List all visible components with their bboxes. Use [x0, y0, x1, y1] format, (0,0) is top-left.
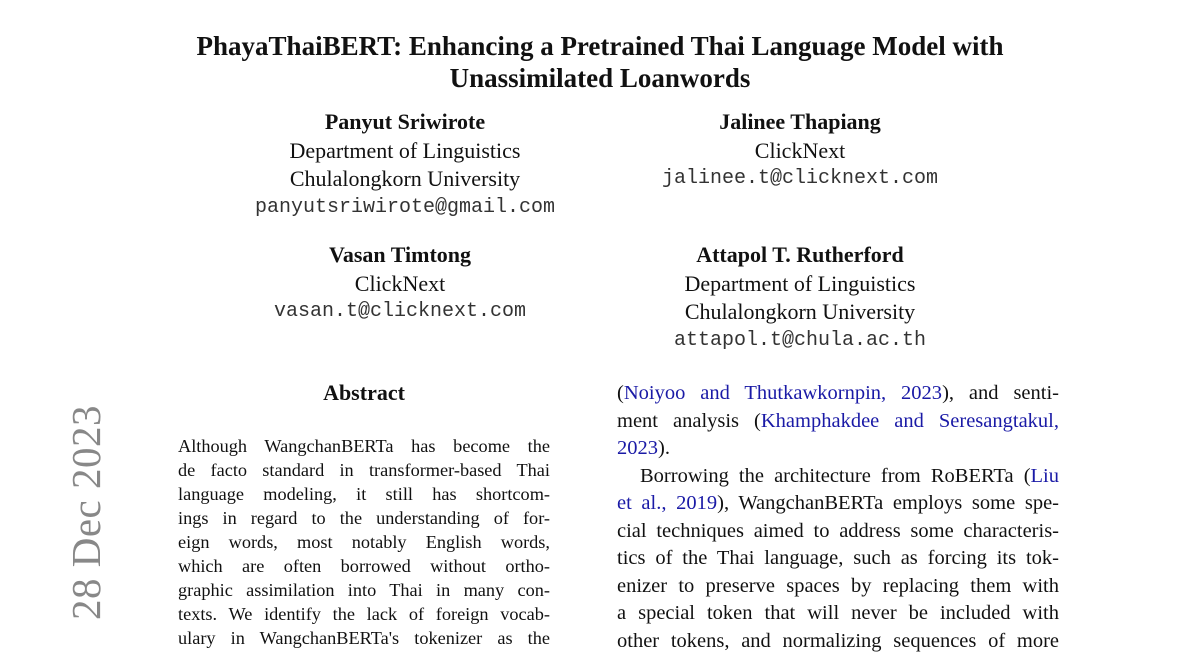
abstract-line: texts. We identify the lack of foreign vocab- [178, 602, 550, 626]
abstract-line: Although WangchanBERTa has become the [178, 434, 550, 458]
author-name: Jalinee Thapiang [615, 108, 985, 137]
abstract-body [178, 434, 550, 650]
body-line: other tokens, and normalizing sequences of more [617, 628, 1059, 655]
abstract-line: which are often borrowed without ortho- [178, 554, 550, 578]
abstract-line: language modeling, it still has shortcom- [178, 482, 550, 506]
author-name: Panyut Sriwirote [220, 108, 590, 137]
title-line-1: PhayaThaiBERT: Enhancing a Pretrained Thai Language Model with [0, 30, 1200, 62]
citation-link[interactable]: et al., 2019 [617, 492, 717, 514]
body-line: (Noiyoo and Thutkawkornpin, 2023), and senti- [617, 380, 1059, 408]
abstract-line: ulary in WangchanBERTa's tokenizer as the [178, 626, 550, 650]
author-email[interactable]: panyutsriwirote@gmail.com [220, 194, 590, 223]
body-line [617, 408, 1059, 436]
abstract-heading: Abstract [178, 380, 550, 406]
author-email[interactable]: attapol.t@chula.ac.th [615, 327, 985, 356]
citation-link[interactable]: Liu [1031, 465, 1059, 487]
body-text: ment analysis ( [617, 410, 761, 432]
author-email[interactable]: vasan.t@clicknext.com [215, 298, 585, 327]
author-block-1 [220, 108, 590, 222]
author-block-4 [615, 241, 985, 355]
arxiv-date-stamp: 28 Dec 2023 [10, 410, 70, 630]
intro-column [617, 380, 1059, 655]
title-line-2: Unassimilated Loanwords [0, 62, 1200, 94]
abstract-line: ings in regard to the understanding of for- [178, 506, 550, 530]
body-line: a special token that will never be included with [617, 600, 1059, 628]
body-line: cial techniques aimed to address some characteris- [617, 518, 1059, 546]
author-affiliation: Chulalongkorn University [220, 165, 590, 194]
body-text: ). [658, 437, 670, 459]
body-text: ), and senti- [942, 382, 1059, 404]
author-block-2 [615, 108, 985, 194]
author-block-3 [215, 241, 585, 327]
author-affiliation: ClickNext [215, 270, 585, 299]
body-line [617, 435, 1059, 463]
citation-link[interactable]: Noiyoo and Thutkawkornpin, 2023 [624, 382, 942, 404]
body-text: Borrowing the architecture from RoBERTa ( [640, 465, 1031, 487]
author-affiliation: Chulalongkorn University [615, 298, 985, 327]
body-line: enizer to preserve spaces by replacing them with [617, 573, 1059, 601]
author-name: Attapol T. Rutherford [615, 241, 985, 270]
abstract-line: de facto standard in transformer-based Thai [178, 458, 550, 482]
abstract-line: eign words, most notably English words, [178, 530, 550, 554]
abstract-line: graphic assimilation into Thai in many con- [178, 578, 550, 602]
author-email[interactable]: jalinee.t@clicknext.com [615, 165, 985, 194]
citation-link[interactable]: 2023 [617, 437, 658, 459]
author-affiliation: Department of Linguistics [615, 270, 985, 299]
body-line: tics of the Thai language, such as forcing its tok- [617, 545, 1059, 573]
author-affiliation: Department of Linguistics [220, 137, 590, 166]
citation-link[interactable]: Khamphakdee and Seresangtakul, [761, 410, 1059, 432]
body-line [617, 463, 1059, 491]
body-line [617, 490, 1059, 518]
author-name: Vasan Timtong [215, 241, 585, 270]
author-affiliation: ClickNext [615, 137, 985, 166]
paper-title [0, 30, 1200, 94]
body-text: ), WangchanBERTa employs some spe- [717, 492, 1059, 514]
